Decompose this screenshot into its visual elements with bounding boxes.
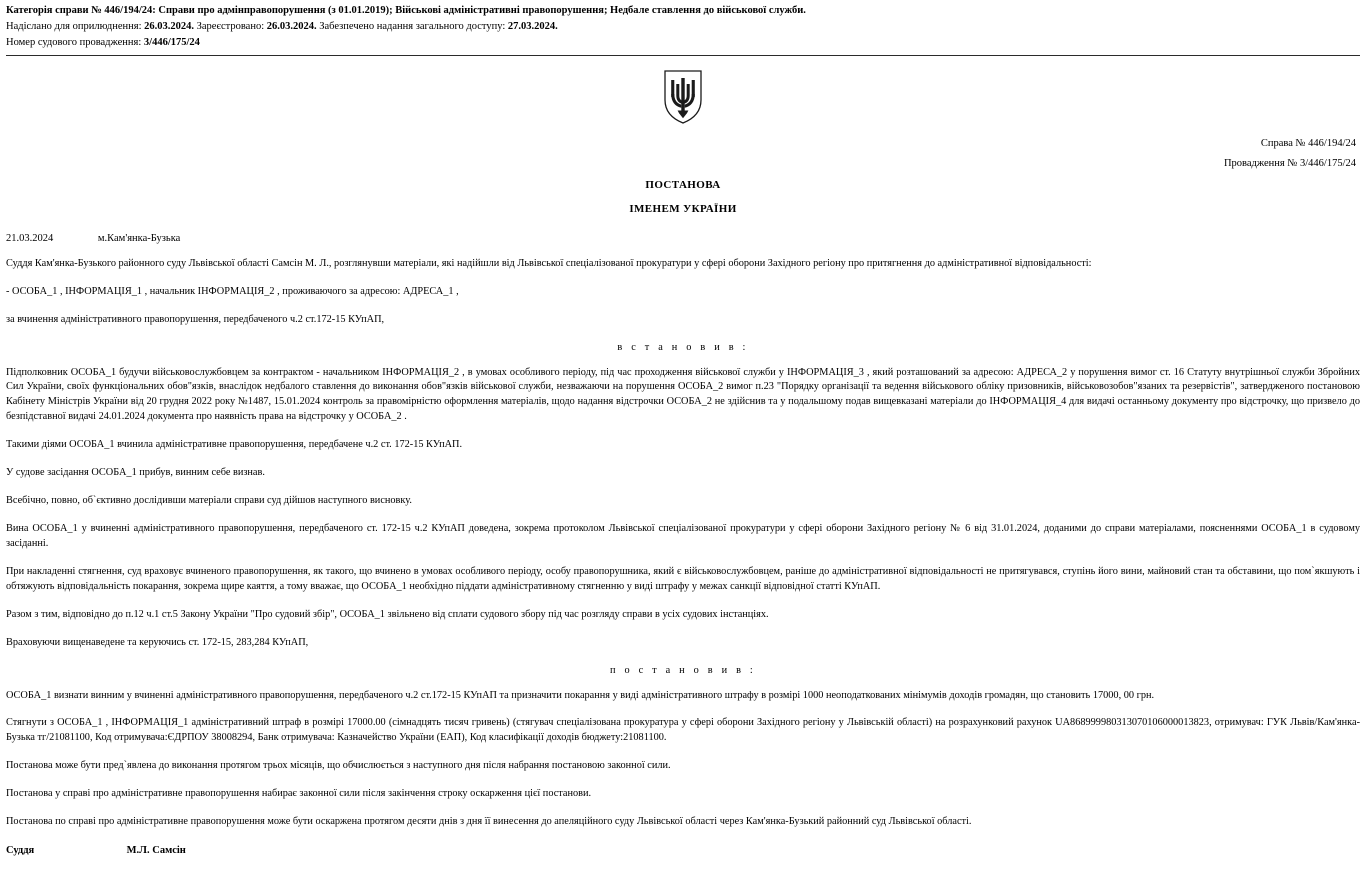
- paragraph-legal-force: Постанова у справі про адміністративне правопорушення набирає законної сили після закінчення строку оскарження цієї постанови.: [6, 788, 592, 800]
- case-number: Справа № 446/194/24: [1260, 137, 1356, 149]
- metadata-registered-label: Зареєстровано:: [196, 20, 265, 32]
- metadata-dates-line: [6, 20, 1360, 35]
- metadata-category-label: Категорія справи № 446/194/24:: [6, 5, 156, 16]
- signature-block: [6, 845, 1360, 862]
- metadata-proceeding-label: Номер судового провадження:: [6, 36, 142, 48]
- proceeding-number: Провадження № 3/446/175/24: [1223, 157, 1356, 169]
- metadata-category-value: Справи про адмінправопорушення (з 01.01.2019); Військові адміністративні правопорушення; Недбале ставлення до військової служби.: [158, 5, 806, 16]
- ukraine-trident-emblem-icon: [663, 70, 703, 124]
- paragraph-appeal-procedure: Постанова по справі про адміністративне правопорушення може бути оскаржена протягом десяти днів з дня її винесення до апеляційного суду Львівської області через Кам'янка-Бузький районний суд Львівської області.: [6, 816, 972, 828]
- paragraph-court-fee: Разом з тим, відповідно до п.12 ч.1 ст.5 Закону України "Про судовий збір", ОСОБА_1 звільнено від сплати судового збору під час розгляду справи в усіх судових інстанціях.: [6, 608, 769, 620]
- signature-name: М.Л. Самсін: [126, 845, 186, 857]
- paragraph-attendance: У судове засідання ОСОБА_1 прибув, винним себе визнав.: [6, 467, 265, 479]
- document-metadata-header: [6, 4, 1360, 51]
- section-heading-established: в с т а н о в и в :: [617, 341, 749, 353]
- paragraph-guilt: Вина ОСОБА_1 у вчиненні адміністративного правопорушення, передбаченого ст. 172-15 ч.2 КУпАП доведена, зокрема протоколом Львівської спеціалізованої прокуратури у сфері оборони Західного регіону № 6 від 31.01.2024, доданими до справи матеріалами, поясненнями ОСОБА_1 в судовому засіданні.: [6, 522, 1360, 549]
- paragraph-qualification: Такими діями ОСОБА_1 вчинила адміністративне правопорушення, передбачене ч.2 ст. 172-15 КУпАП.: [6, 439, 463, 451]
- case-number-block: [6, 138, 1360, 169]
- metadata-sent-value: 26.03.2024.: [144, 20, 194, 32]
- paragraph-facts: Підполковник ОСОБА_1 будучи військовослужбовцем за контрактом - начальником ІНФОРМАЦІЯ_2 , в умовах особливого періоду, під час проходження військової служби у ІНФОРМАЦІЯ_3 , який розташований за адресою: АДРЕСА_2 у порушення вимог ст. 16 Статуту внутрішньої служби Збройних Сил України, своїх функціональних обов"язків, внаслідок недбалого ставлення до виконання обов"язків військової служби, незважаючи на порушення ОСОБА_2 вимог п.23 "Порядку організації та ведення військового обліку призовників, військовозобов"язаних та резервістів", затвердженого постановою Кабінету Міністрів України від 20 грудня 2022 року №1487, 15.01.2024 контроль за правомірністю оформлення матеріалів, щодо надання відстрочки ОСОБА_2 не здійснив та у подальшому подав вищевказані матеріали до ІНФОРМАЦІЯ_4 для видачі останньому документу про відстрочку, що призвело до безпідставної видачі 24.01.2024 документа про наявність права на відстрочку у ОСОБА_2 .: [6, 366, 1360, 423]
- metadata-category-line: [6, 4, 1360, 19]
- paragraph-intro: Суддя Кам'янка-Бузького районного суду Львівської області Самсін М. Л., розглянувши матеріали, які надійшли від Львівської спеціалізованої прокуратури у сфері оборони Західного регіону про притягнення до адміністративної відповідальності:: [6, 257, 1092, 269]
- paragraph-person-details: - ОСОБА_1 , ІНФОРМАЦІЯ_1 , начальник ІНФОРМАЦІЯ_2 , проживаючого за адресою: АДРЕСА_1 ,: [6, 285, 459, 297]
- header-divider: [6, 55, 1360, 56]
- document-title: ПОСТАНОВА: [645, 178, 721, 191]
- ruling-date: 21.03.2024: [6, 232, 54, 244]
- metadata-proceeding-line: [6, 36, 1360, 51]
- section-heading-ruled: п о с т а н о в и в :: [610, 664, 756, 676]
- metadata-sent-label: Надіслано для оприлюднення:: [6, 20, 142, 32]
- document-subtitle: ІМЕНЕМ УКРАЇНИ: [629, 202, 737, 215]
- paragraph-verdict: ОСОБА_1 визнати винним у вчиненні адміністративного правопорушення, передбаченого ч.2 ст.172-15 КУпАП та призначити покарання у виді адміністративного штрафу в розмірі 1000 неоподаткованих мінімумів доходів громадян, що становить 17000, 00 грн.: [6, 689, 1155, 701]
- metadata-registered-value: 26.03.2024.: [266, 20, 317, 32]
- ruling-place: м.Кам'янка-Бузька: [97, 232, 181, 244]
- state-emblem-container: [6, 70, 1360, 128]
- signature-role: Суддя: [6, 845, 35, 857]
- paragraph-payment-details: Стягнути з ОСОБА_1 , ІНФОРМАЦІЯ_1 адміністративний штраф в розмірі 17000.00 (сімнадцять тисяч гривень) (стягувач спеціалізована прокуратура у сфері оборони Західного регіону у Львівській області) на розрахунковий рахунок UA868999980313070106000013823, отримувач: ГУК Львів/Кам'янка-Бузька тг/21081100, Код отримувача:ЄДРПОУ 38008294, Банк отримувача: Казначейство України (ЕАП), Код класифікації доходів бюджету:21081100.: [6, 717, 1360, 744]
- date-place-line: [6, 233, 1360, 244]
- paragraph-investigation: Всебічно, повно, об`єктивно дослідивши матеріали справи суд дійшов наступного висновку.: [6, 495, 412, 507]
- paragraph-execution-term: Постанова може бути пред`явлена до виконання протягом трьох місяців, що обчислюється з наступного дня після набрання постановою законної сили.: [6, 760, 671, 772]
- metadata-public-access-value: 27.03.2024.: [507, 20, 558, 32]
- paragraph-penalty-reasoning: При накладенні стягнення, суд враховує вчиненого правопорушення, як такого, що вчинено в умовах особливого періоду, особу правопорушника, який є військовослужбовцем, раніше до адміністративної відповідальності не притягувався, ступінь його вини, майновий стан та обставини, що пом`якшують і обтяжують відповідальність покарання, зокрема щире каяття, а тому вважає, що ОСОБА_1 необхідно піддати адміністративному стягненню у виді штрафу у межах санкції відповідної статті КУпАП.: [6, 565, 1360, 592]
- paragraph-legal-basis: Враховуючи вищенаведене та керуючись ст. 172-15, 283,284 КУпАП,: [6, 636, 309, 648]
- metadata-proceeding-value: 3/446/175/24: [143, 36, 200, 48]
- metadata-public-access-label: Забезпечено надання загального доступу:: [319, 20, 506, 32]
- paragraph-charge: за вчинення адміністративного правопорушення, передбаченого ч.2 ст.172-15 КУпАП,: [6, 313, 385, 325]
